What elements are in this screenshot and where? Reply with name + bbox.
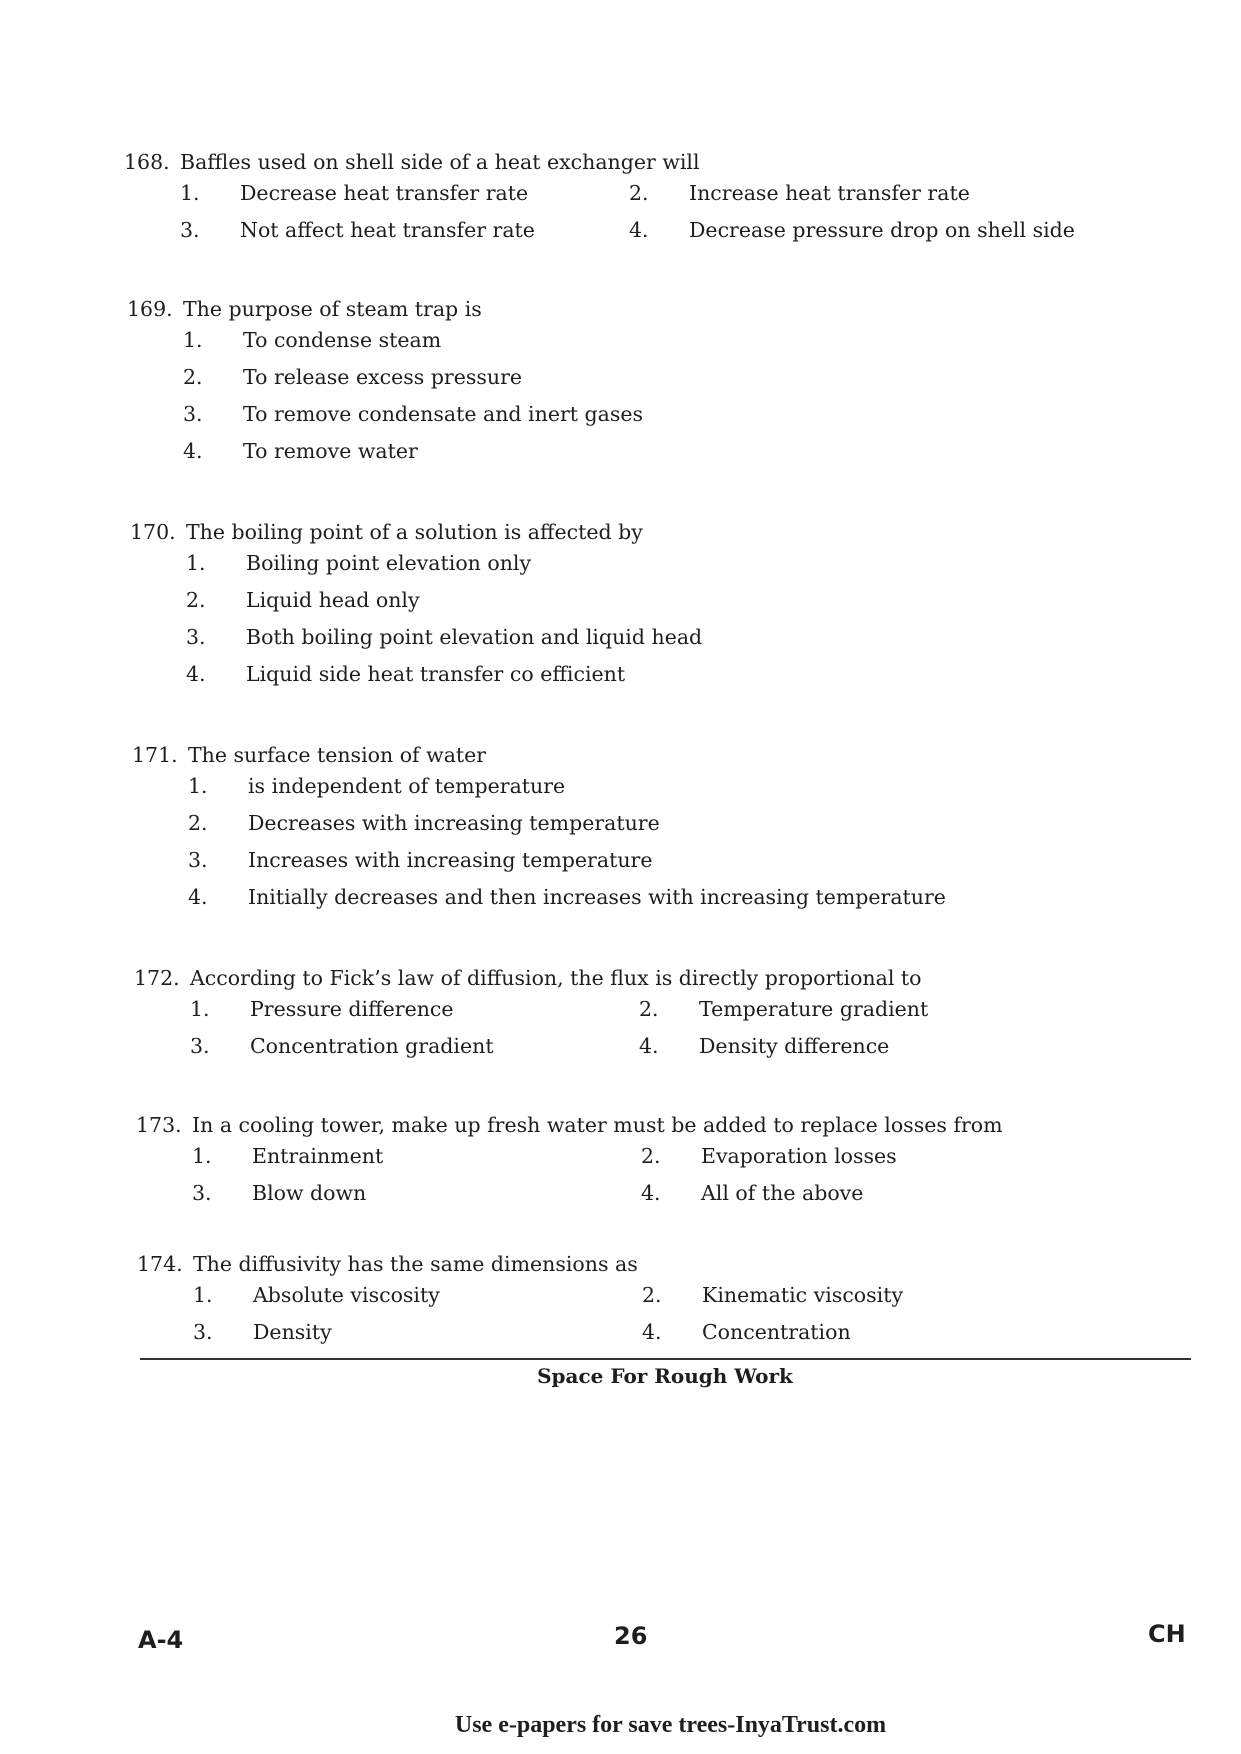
question-number: 171. — [132, 743, 178, 767]
question-number: 168. — [124, 150, 170, 174]
question-number: 172. — [134, 966, 180, 990]
option-2: 2. Decreases with increasing temperature — [188, 810, 660, 835]
option-3: 3. To remove condensate and inert gases — [183, 401, 644, 426]
question-text: In a cooling tower, make up fresh water must be added to replace losses from — [192, 1113, 1003, 1137]
option-3: 3. Density — [193, 1319, 332, 1344]
option-1: 1. Pressure difference — [190, 996, 454, 1021]
option-4: 4. All of the above — [641, 1180, 864, 1205]
option-4: 4. Density difference — [639, 1033, 890, 1058]
option-3: 3. Not affect heat transfer rate — [180, 217, 535, 242]
question-168 — [124, 150, 1129, 248]
question-172 — [134, 966, 1139, 1064]
option-2: 2. Temperature gradient — [639, 996, 929, 1021]
question-173 — [136, 1113, 1141, 1211]
option-3: 3. Blow down — [192, 1180, 367, 1205]
footer-subject: CH — [1148, 1620, 1186, 1648]
option-1: 1. Entrainment — [192, 1143, 384, 1168]
question-number: 174. — [137, 1252, 183, 1276]
question-text: Baffles used on shell side of a heat exchanger will — [180, 150, 700, 174]
question-171 — [132, 743, 946, 915]
option-1: 1. Absolute viscosity — [193, 1282, 440, 1307]
option-1: 1. is independent of temperature — [188, 773, 566, 798]
rough-work-label: Space For Rough Work — [537, 1364, 793, 1388]
page-number: 26 — [614, 1622, 648, 1650]
section-divider — [140, 1358, 1191, 1360]
question-number: 170. — [130, 520, 176, 544]
question-text: The boiling point of a solution is affected by — [186, 520, 643, 544]
option-2: 2. Kinematic viscosity — [642, 1282, 904, 1307]
option-1: 1. Boiling point elevation only — [186, 550, 532, 575]
question-text: According to Fick’s law of diffusion, the flux is directly proportional to — [190, 966, 922, 990]
question-text: The purpose of steam trap is — [183, 297, 482, 321]
question-number: 169. — [127, 297, 173, 321]
option-3: 3. Increases with increasing temperature — [188, 847, 653, 872]
option-1: 1. To condense steam — [183, 327, 442, 352]
question-text: The diffusivity has the same dimensions as — [193, 1252, 638, 1276]
option-4: 4. To remove water — [183, 438, 418, 463]
option-4: 4. Liquid side heat transfer co efficient — [186, 661, 626, 686]
option-4: 4. Concentration — [642, 1319, 851, 1344]
option-2: 2. Liquid head only — [186, 587, 420, 612]
question-text: The surface tension of water — [188, 743, 487, 767]
option-2: 2. Evaporation losses — [641, 1143, 897, 1168]
question-number: 173. — [136, 1113, 182, 1137]
question-174 — [137, 1252, 1142, 1350]
option-2: 2. Increase heat transfer rate — [629, 180, 970, 205]
question-169 — [127, 297, 643, 469]
option-3: 3. Both boiling point elevation and liquid head — [186, 624, 703, 649]
promo-footer: Use e-papers for save trees-InyaTrust.com — [454, 1712, 887, 1738]
question-170 — [130, 520, 702, 692]
option-4: 4. Initially decreases and then increases with increasing temperature — [188, 884, 946, 909]
option-3: 3. Concentration gradient — [190, 1033, 494, 1058]
option-4: 4. Decrease pressure drop on shell side — [629, 217, 1075, 242]
footer-code: A-4 — [138, 1626, 184, 1654]
option-2: 2. To release excess pressure — [183, 364, 523, 389]
option-1: 1. Decrease heat transfer rate — [180, 180, 529, 205]
